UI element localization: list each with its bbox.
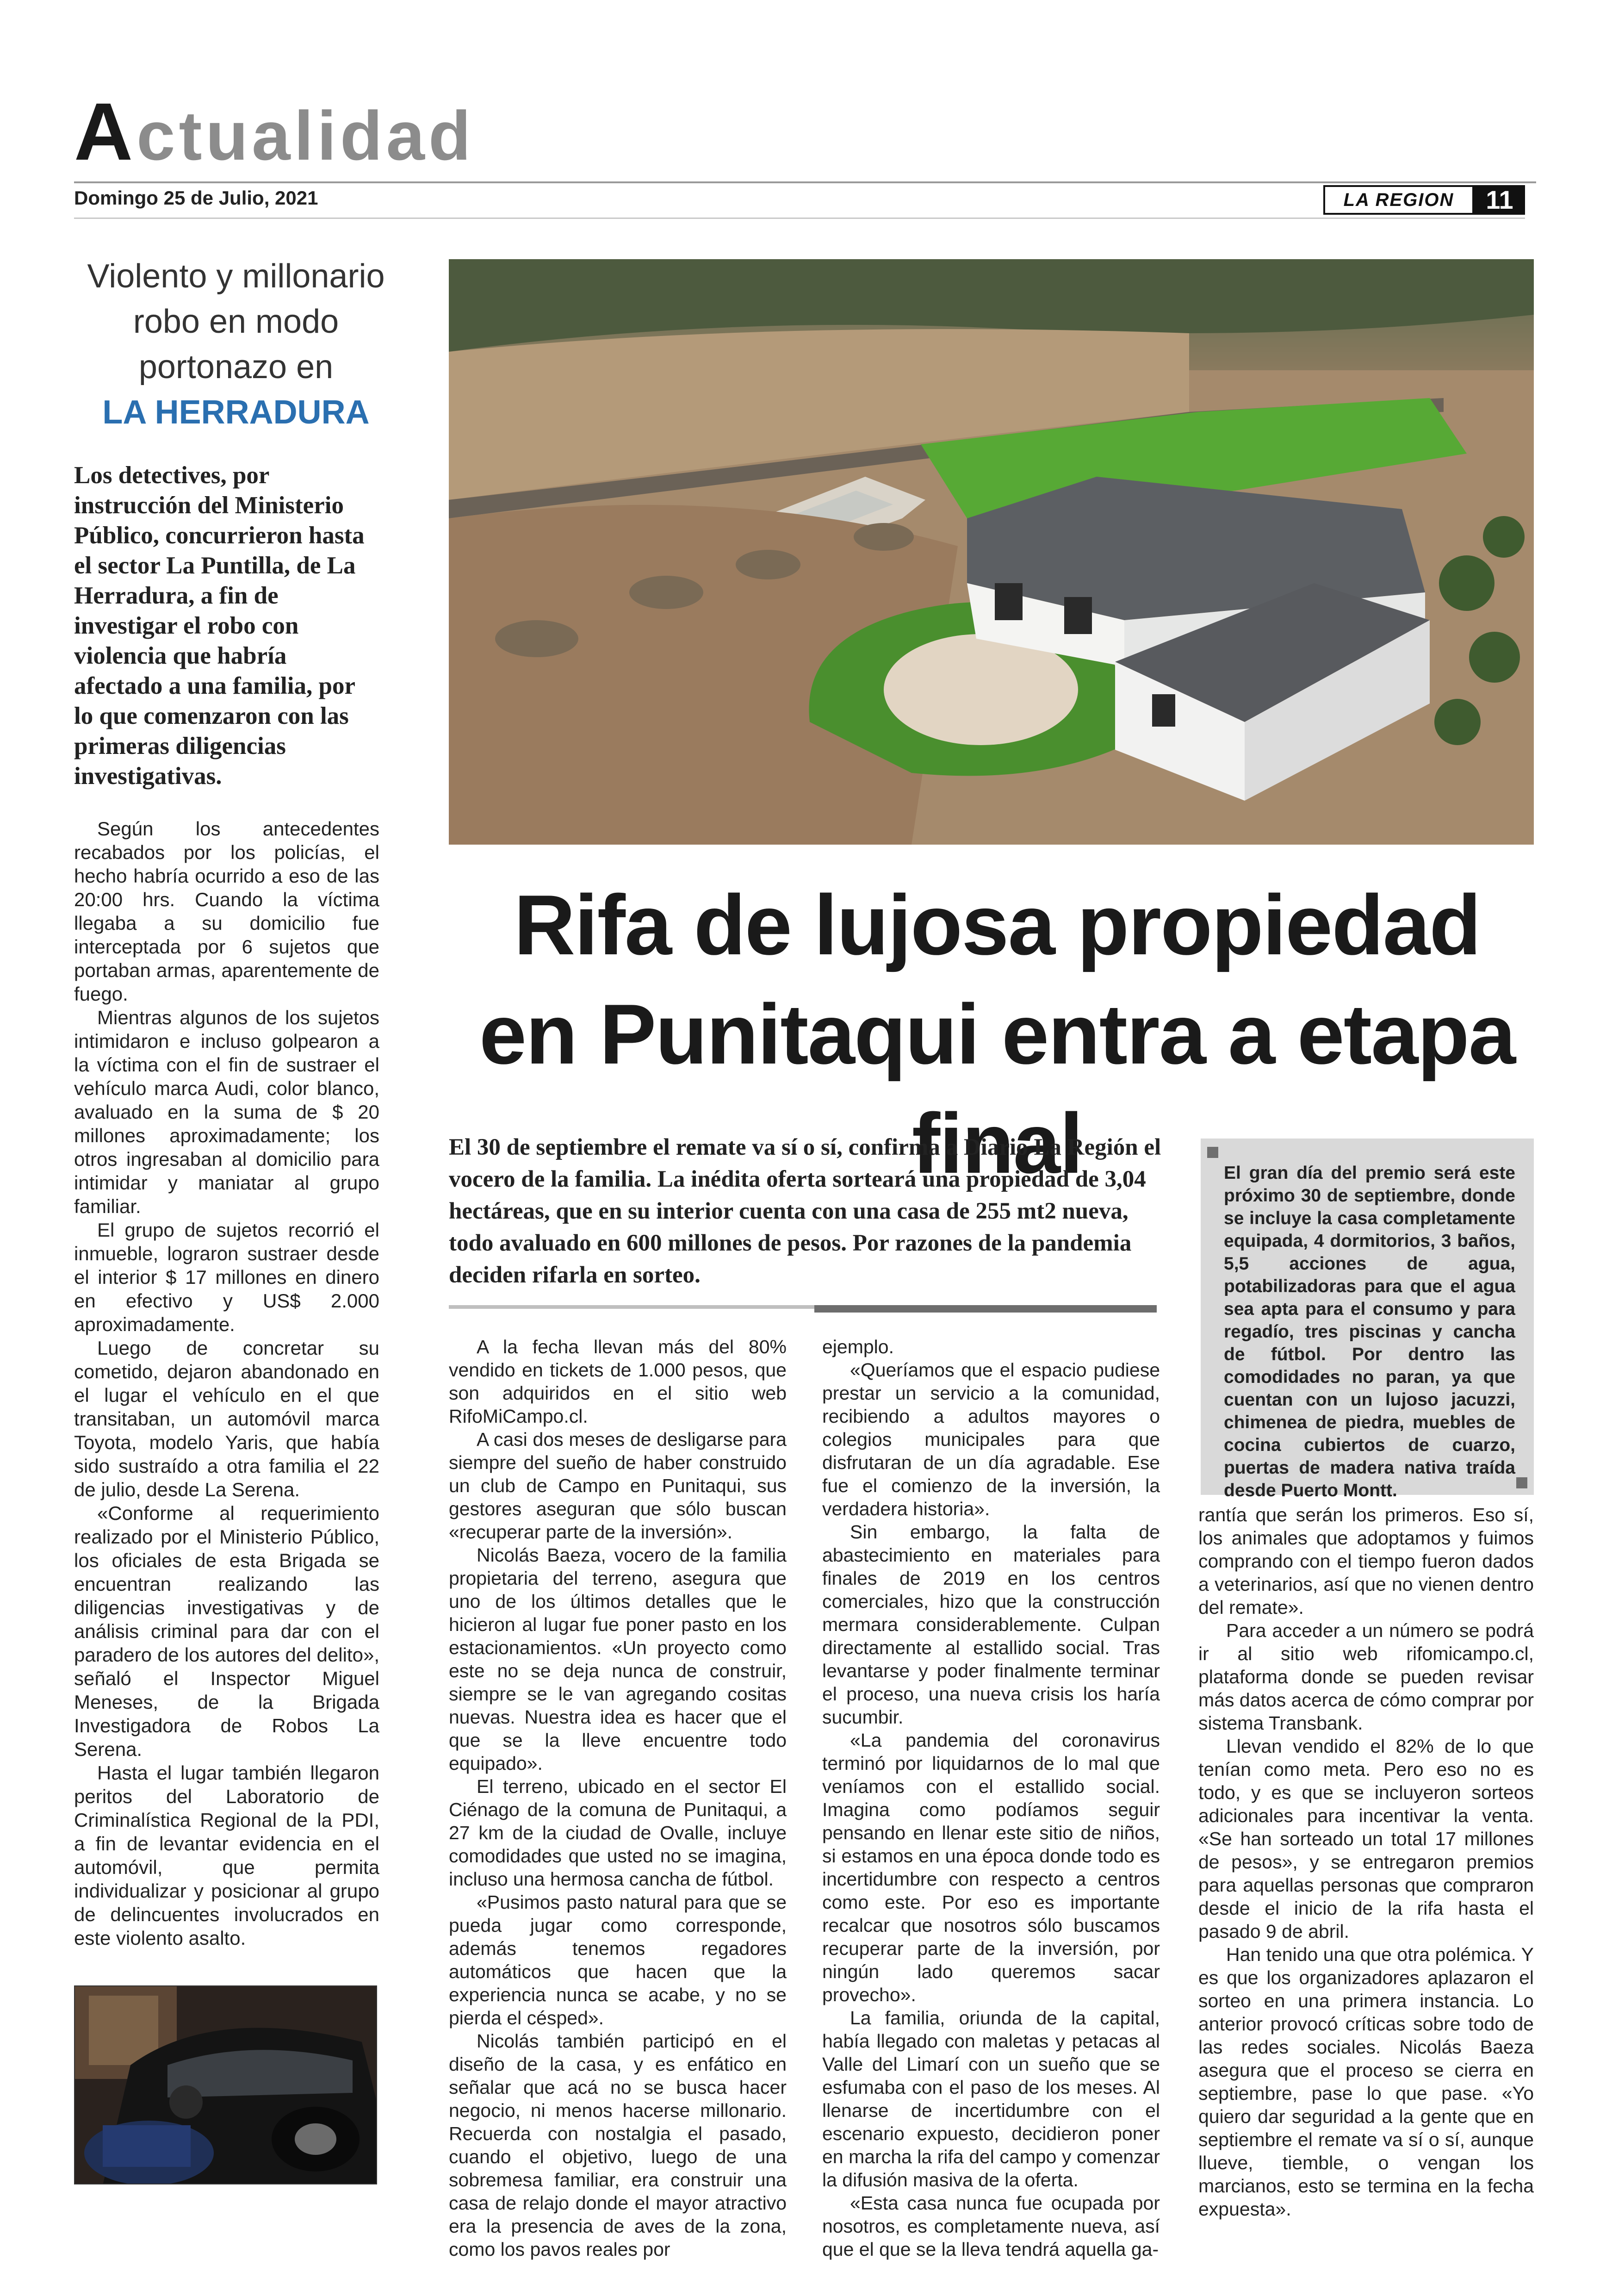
newspaper-masthead: LA REGION <box>1323 185 1474 215</box>
property-aerial-illustration <box>449 259 1534 845</box>
header-divider <box>74 181 1536 183</box>
page-number: 11 <box>1474 185 1525 215</box>
article-column-1 <box>449 1335 787 2261</box>
lead-divider-dark <box>814 1305 1157 1313</box>
prize-details-text: El gran día del premio será este próximo 30 de septiembre, donde se incluye la casa completamente equipada, 4 dormitorios, 3 baños, 5,5 acciones de agua, potabilizadoras para que el agua sea apta para el consumo y para regadío, tres piscinas y cancha de fútbol. Por dentro las comodidades no paran, ya que cuentan con un lujoso jacuzzi, chimenea de piedra, muebles de cocina cubiertos de cuarzo, puertas de madera nativa traída desde Puerto Montt. <box>1224 1163 1515 1500</box>
main-headline: Rifa de lujosa propiedad en Punitaqui entra a etapa final <box>479 877 1515 1191</box>
side-story-headline: Violento y millonario robo en modo portonazo en <box>87 258 385 386</box>
article-column-3 <box>1198 1503 1534 2221</box>
side-paragraph: Hasta el lugar también llegaron peritos del Laboratorio de Criminalística Regional de la PDI, a fin de levantar evidencia en el automóvil, que permita individualizar y posicionar al grupo de delincuentes involucrados en este violento asalto. <box>74 1762 379 1949</box>
article-paragraph: rantía que serán los primeros. Eso sí, los animales que adoptamos y fuimos comprando con el tiempo fueron dados a veterinarios, así que no vienen dentro del remate». <box>1198 1504 1534 1618</box>
article-paragraph: El terreno, ubicado en el sector El Ciénago de la comuna de Punitaqui, a 27 km de la ciudad de Ovalle, incluye comodidades que usted no se imagina, incluso una hermosa cancha de fútbol. <box>449 1776 787 1890</box>
side-paragraph: «Conforme al requerimiento realizado por el Ministerio Público, los oficiales de esta Brigada se encuentran realizando las diligencias investigativas y de análisis criminal para dar con el paradero de los autores del delito», señaló el Inspector Miguel Meneses, de la Brigada Investigadora de Robos La Serena. <box>74 1502 379 1760</box>
side-paragraph: Según los antecedentes recabados por los policías, el hecho habría ocurrido a eso de las 20:00 hrs. Cuando la víctima llegaba a su domicilio fue interceptada por 6 sujetos que portaban armas, aparentemente de fuego. <box>74 818 379 1005</box>
car-photo-illustration <box>75 1986 377 2184</box>
article-paragraph: Nicolás también participó en el diseño de la casa, y es enfático en señalar que acá no se busca hacer negocio, ni menos hacerse millonario. Recuerda con nostalgia el pasado, cuando el objetivo, luego de una sobremesa familiar, era construir una casa de relajo donde el mayor atractivo era la presencia de aves de la zona, como los pavos reales por <box>449 2030 787 2260</box>
side-story-headline-place: LA HERRADURA <box>102 394 370 431</box>
date-divider <box>74 218 1525 219</box>
article-paragraph: La familia, oriunda de la capital, había llegado con maletas y petacas al Valle del Limarí con un sueño que se esfumaba con el paso de los meses. Al llenarse de incertidumbre con el escenario expuesto, decidieron poner en marcha la rifa del campo y comenzar la difusión masiva de la oferta. <box>822 2007 1160 2190</box>
box-end-square <box>1516 1477 1527 1488</box>
side-paragraph: Luego de concretar su cometido, dejaron abandonado en el lugar el vehículo en el que transitaban, un automóvil marca Toyota, modelo Yaris, que había sido sustraído a otra familia el 22 de julio, desde La Serena. <box>74 1337 379 1500</box>
side-story-lead: Los detectives, por instrucción del Ministerio Público, concurrieron hasta el sector La Puntilla, de La Herradura, a fin de investigar el robo con violencia que habría afectado a una familia, por lo que comenzaron con las primeras diligencias investigativas. <box>74 462 365 790</box>
section-title <box>74 87 475 177</box>
property-aerial-photo <box>449 259 1534 845</box>
article-paragraph: «Esta casa nunca fue ocupada por nosotros, es completamente nueva, así que el que se la lleva tendrá aquella ga- <box>822 2192 1160 2260</box>
prize-details-box <box>1201 1139 1534 1500</box>
box-bullet-square <box>1207 1147 1218 1158</box>
article-paragraph: Han tenido una que otra polémica. Y es que los organizadores aplazaron el sorteo en una primera instancia. Lo anterior provocó críticas sobre todo de las redes sociales. Nicolás Baeza asegura que el proceso se cierra en septiembre, pase lo que pase. «Yo quiero dar seguridad a la gente que en septiembre el remate va sí o sí, aunque llueve, tiemble, o vengan los marcianos, esto se termina en la fecha expuesta». <box>1198 1944 1534 2220</box>
article-paragraph: Para acceder a un número se podrá ir al sitio web rifomicampo.cl, plataforma donde se pueden revisar más datos acerca de cómo comprar por sistema Transbank. <box>1198 1620 1534 1734</box>
article-paragraph: «Pusimos pasto natural para que se pueda jugar como corresponde, además tenemos regadores automáticos que hacen que la experiencia nunca se acabe, y no se pierda el césped». <box>449 1892 787 2028</box>
side-paragraph: Mientras algunos de los sujetos intimidaron e incluso golpearon a la víctima con el fin de sustraer el vehículo marca Audi, color blanco, avaluado en la suma de $ 20 millones aproximadamente; los otros ingresaban al domicilio para intimidar y maniatar al grupo familiar. <box>74 1007 379 1217</box>
main-story-lead: El 30 de septiembre el remate va sí o sí, confirma a Diario La Región el vocero de la familia. La inédita oferta sorteará una propiedad de 3,04 hectáreas, que en su interior cuenta con una casa de 255 mt2 nueva, todo avaluado en 600 millones de pesos. Por razones de la pandemia deciden rifarla en sorteo. <box>449 1134 1161 1288</box>
article-paragraph: «Queríamos que el espacio pudiese prestar un servicio a la comunidad, recibiendo a adultos mayores o colegios municipales para que disfrutaran de un día agradable. Ese fue el comienzo de la inversión, la verdadera historia». <box>822 1359 1160 1519</box>
side-story-body <box>74 817 379 1950</box>
article-paragraph: A casi dos meses de desligarse para siempre del sueño de haber construido un club de Campo en Punitaqui, sus gestores aseguran que sólo buscan «recuperar parte de la inversión». <box>449 1429 787 1543</box>
section-title-initial: A <box>74 87 137 177</box>
lead-divider-light <box>449 1305 814 1309</box>
section-title-rest: ctualidad <box>136 97 475 174</box>
article-paragraph: ejemplo. <box>822 1336 894 1357</box>
article-column-2 <box>822 1335 1160 2261</box>
issue-date: Domingo 25 de Julio, 2021 <box>74 187 318 209</box>
side-paragraph: El grupo de sujetos recorrió el inmueble, lograron sustraer desde el interior $ 17 millones en dinero en efectivo y US$ 2.000 aproximadamente. <box>74 1219 379 1335</box>
article-paragraph: «La pandemia del coronavirus terminó por liquidarnos de lo mal que veníamos con el estallido social. Imagina como podíamos seguir pensando en llenar este sitio de niños, si estamos en una época donde todo es incertidumbre con respecto a centros como este. Por eso es importante recalcar que nosotros sólo buscamos recuperar parte de la inversión, por ningún lado queremos sacar provecho». <box>822 1730 1160 2005</box>
article-paragraph: Sin embargo, la falta de abastecimiento en materiales para finales de 2019 en los centros comerciales, hizo que la construcción mermara considerablemente. Culpan directamente al estallido social. Tras levantarse y poder finalmente terminar el proceso, una nueva crisis los haría sucumbir. <box>822 1521 1160 1728</box>
article-paragraph: A la fecha llevan más del 80% vendido en tickets de 1.000 pesos, que son adquiridos en el sitio web RifoMiCampo.cl. <box>449 1336 787 1427</box>
robbery-scene-photo <box>74 1985 377 2184</box>
article-paragraph: Llevan vendido el 82% de lo que tenían como meta. Pero eso no es todo, y es que se incluyeron sorteos adicionales para incentivar la venta. «Se han sorteado un total 17 millones de pesos», y se entregaron premios para aquellas personas que compraron desde el inicio de la rifa hasta el pasado 9 de abril. <box>1198 1736 1534 1942</box>
article-paragraph: Nicolás Baeza, vocero de la familia propietaria del terreno, asegura que uno de los últimos detalles que le hicieron al lugar fue poner pasto en los estacionamientos. «Un proyecto como este no se deja nunca de construir, siempre se le van agregando cositas nuevas. Nuestra idea es hacer que el que se la lleve encuentre todo equipado». <box>449 1544 787 1774</box>
